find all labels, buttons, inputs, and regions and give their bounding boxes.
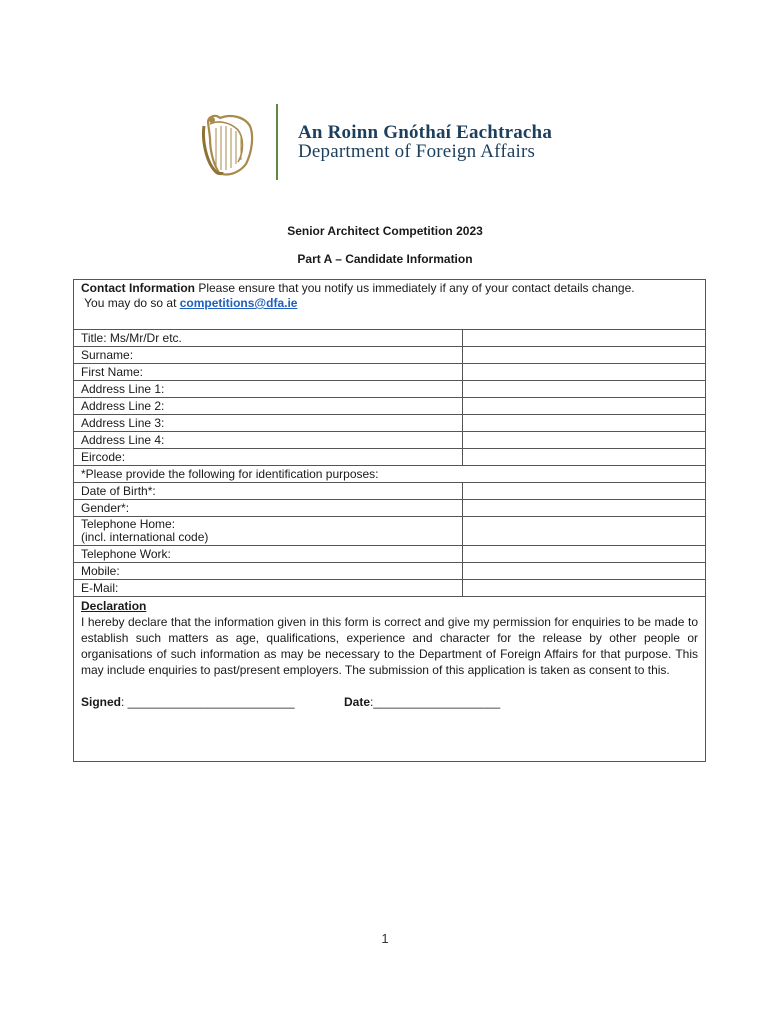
signed-field[interactable]	[81, 694, 344, 710]
field-label-date-of-birth: Date of Birth*:	[74, 483, 463, 499]
candidate-information-form	[73, 279, 706, 762]
department-logo	[200, 104, 590, 180]
field-label-email: E-Mail:	[74, 580, 463, 596]
identification-note-row	[74, 466, 705, 483]
contact-email-link[interactable]: competitions@dfa.ie	[179, 296, 298, 310]
field-label-telephone-work: Telephone Work:	[74, 546, 463, 562]
field-label-eircode: Eircode:	[74, 449, 463, 465]
field-input-eircode[interactable]	[463, 449, 705, 465]
logo-irish-name: An Roinn Gnóthaí Eachtracha	[298, 122, 553, 143]
contact-email-line	[81, 296, 698, 311]
form-row	[74, 517, 705, 546]
declaration-section	[74, 597, 705, 761]
field-input-surname[interactable]	[463, 347, 705, 363]
field-input-address-4[interactable]	[463, 432, 705, 448]
field-label-telephone-home	[74, 517, 463, 545]
declaration-body: I hereby declare that the information given in this form is correct and give my permission for enquiries to be made to establish such matters as age, qualifications, experience and character for the release by other people or organisations of such information as may be necessary to the Department of Foreign Affairs for that purpose. This may include enquiries to past/present employers. The submission of this application is taken as consent to this.	[81, 615, 698, 677]
form-row	[74, 330, 705, 347]
form-row	[74, 449, 705, 466]
contact-information-section	[74, 280, 705, 330]
date-field[interactable]	[344, 694, 500, 710]
form-row	[74, 415, 705, 432]
form-row	[74, 364, 705, 381]
competition-title: Senior Architect Competition 2023	[287, 224, 483, 238]
contact-text: Please ensure that you notify us immediately if any of your contact details change.	[195, 281, 635, 295]
field-input-telephone-home[interactable]	[463, 517, 705, 545]
logo-english-name: Department of Foreign Affairs	[298, 141, 536, 162]
form-row	[74, 580, 705, 597]
signed-blank: : _________________________	[121, 695, 295, 709]
field-input-address-3[interactable]	[463, 415, 705, 431]
part-heading: Part A – Candidate Information	[297, 252, 473, 266]
field-label-mobile: Mobile:	[74, 563, 463, 579]
telephone-home-label: Telephone Home:	[81, 517, 176, 531]
form-row	[74, 381, 705, 398]
declaration-title: Declaration	[81, 599, 147, 613]
form-row	[74, 432, 705, 449]
field-input-date-of-birth[interactable]	[463, 483, 705, 499]
form-row	[74, 347, 705, 364]
signed-label: Signed	[81, 695, 122, 709]
field-input-title[interactable]	[463, 330, 705, 346]
field-input-email[interactable]	[463, 580, 705, 596]
identification-note: *Please provide the following for identification purposes:	[81, 467, 379, 481]
field-input-mobile[interactable]	[463, 563, 705, 579]
signature-line	[81, 694, 698, 710]
field-input-telephone-work[interactable]	[463, 546, 705, 562]
form-row	[74, 500, 705, 517]
field-label-address-1: Address Line 1:	[74, 381, 463, 397]
form-row	[74, 546, 705, 563]
logo-divider	[276, 104, 278, 180]
date-blank: :___________________	[370, 695, 501, 709]
telephone-home-hint: (incl. international code)	[81, 530, 209, 544]
field-label-first-name: First Name:	[74, 364, 463, 380]
form-row	[74, 398, 705, 415]
field-label-address-3: Address Line 3:	[74, 415, 463, 431]
date-label: Date	[344, 695, 371, 709]
field-label-address-2: Address Line 2:	[74, 398, 463, 414]
form-row	[74, 483, 705, 500]
field-input-gender[interactable]	[463, 500, 705, 516]
field-label-surname: Surname:	[74, 347, 463, 363]
harp-emblem-icon	[200, 112, 258, 178]
form-row	[74, 563, 705, 580]
field-input-first-name[interactable]	[463, 364, 705, 380]
field-label-title: Title: Ms/Mr/Dr etc.	[74, 330, 463, 346]
contact-prefix: You may do so at	[81, 296, 180, 310]
field-label-gender: Gender*:	[74, 500, 463, 516]
contact-label: Contact Information	[81, 281, 195, 295]
contact-instructions	[81, 281, 698, 296]
field-input-address-2[interactable]	[463, 398, 705, 414]
field-label-address-4: Address Line 4:	[74, 432, 463, 448]
field-input-address-1[interactable]	[463, 381, 705, 397]
page-number: 1	[381, 931, 389, 946]
